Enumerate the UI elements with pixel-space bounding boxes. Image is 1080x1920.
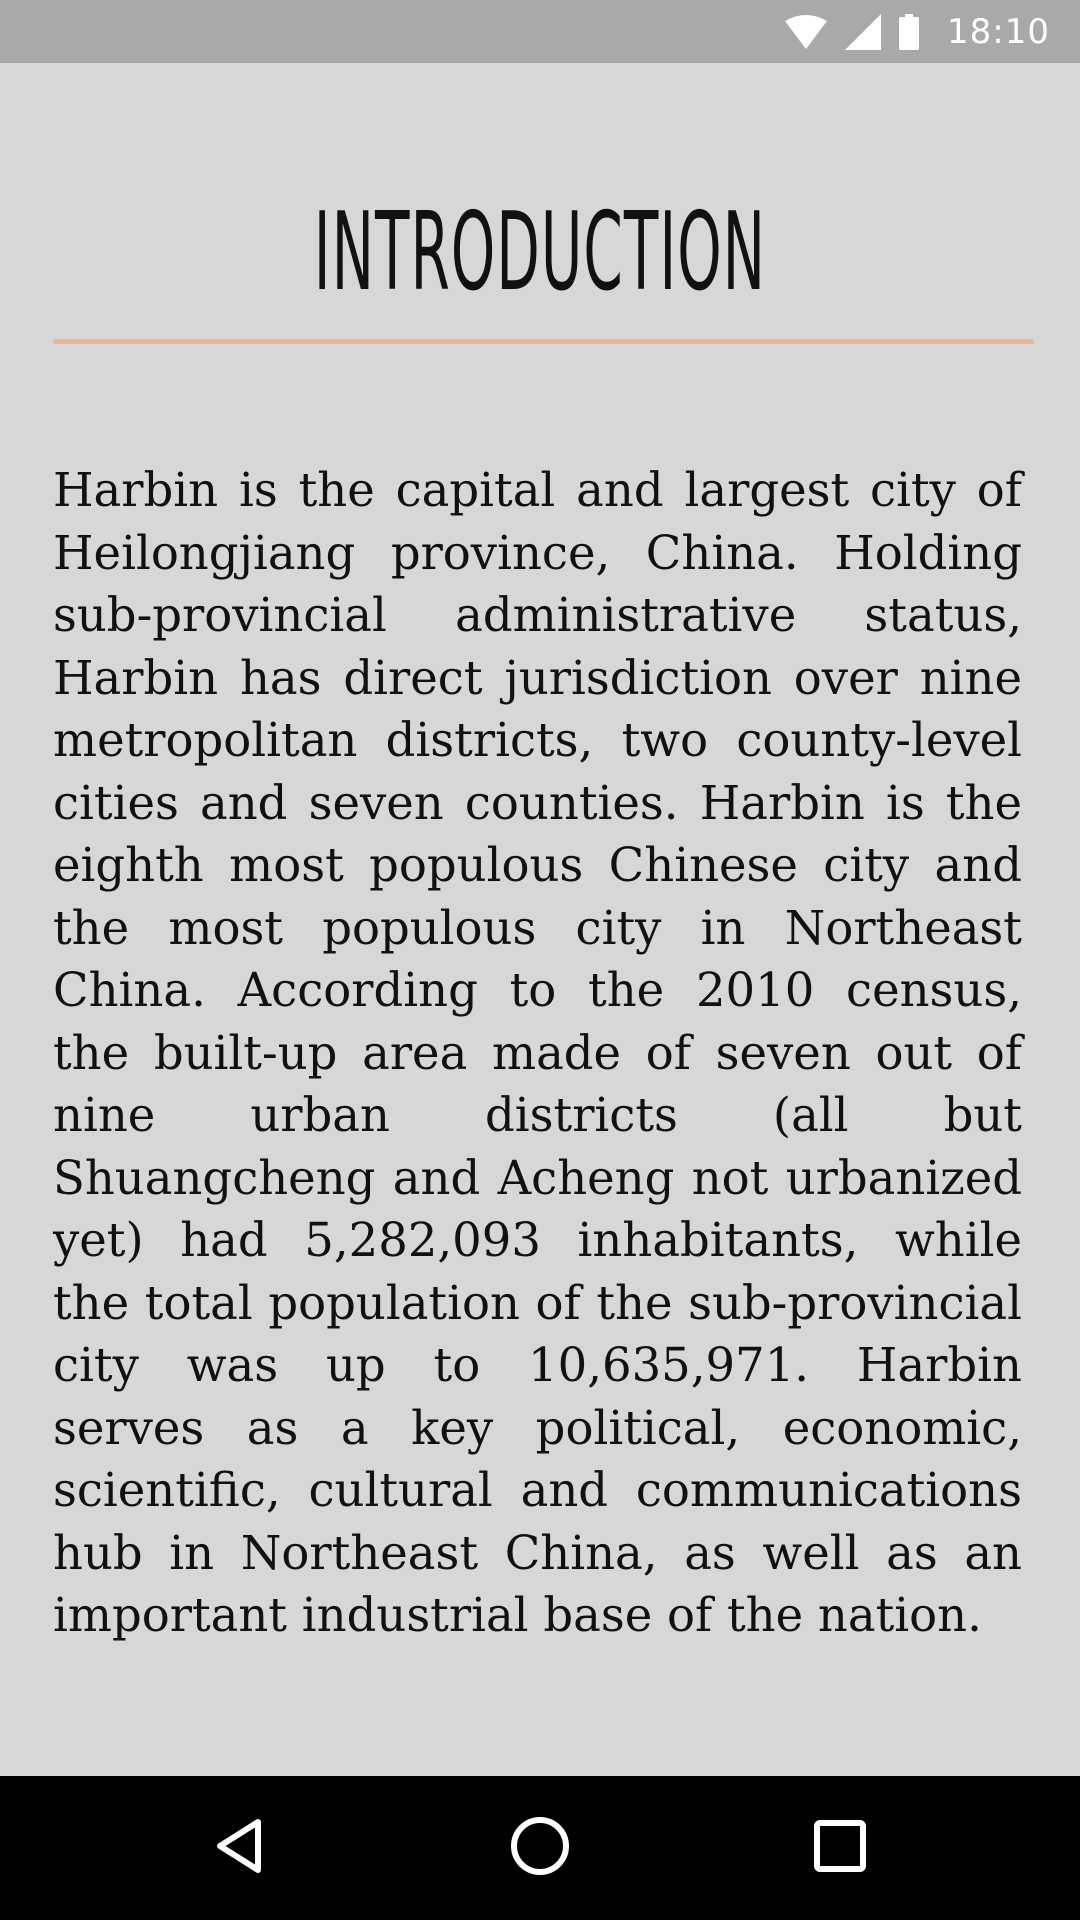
page-title: INTRODUCTION [313, 190, 767, 315]
recents-button[interactable] [795, 1803, 885, 1893]
back-button[interactable] [195, 1803, 285, 1893]
status-icons [785, 0, 1050, 63]
article-body: Harbin is the capital and largest city of Heilongjiang province, China. Holding sub-provincial administrative status, Harbin has direct jurisdiction over nine metropolitan districts, two county-level cities and seven counties. Harbin is the eighth most populous Chinese city and the most populous city in Northeast China. According to the 2010 census, the built-up area made of seven out of nine urban districts (all but Shuangcheng and Acheng not urbanized yet) had 5,282,093 inhabitants, while the total population of the sub-provincial city was up to 10,635,971. Harbin serves as a key political, economic, scientific, cultural and communications hub in Northeast China, as well as an important industrial base of the nation. [53, 463, 1022, 1642]
navigation-bar [0, 1776, 1080, 1920]
title-divider [53, 339, 1034, 344]
status-bar [0, 0, 1080, 63]
status-time: 18:10 [947, 11, 1050, 52]
battery-icon [899, 14, 919, 50]
article-content[interactable] [0, 63, 1080, 1776]
home-icon [509, 1815, 571, 1881]
back-icon [210, 1816, 270, 1880]
home-button[interactable] [495, 1803, 585, 1893]
cellular-signal-icon [845, 14, 881, 50]
recents-icon [814, 1820, 866, 1876]
wifi-icon [785, 15, 827, 49]
